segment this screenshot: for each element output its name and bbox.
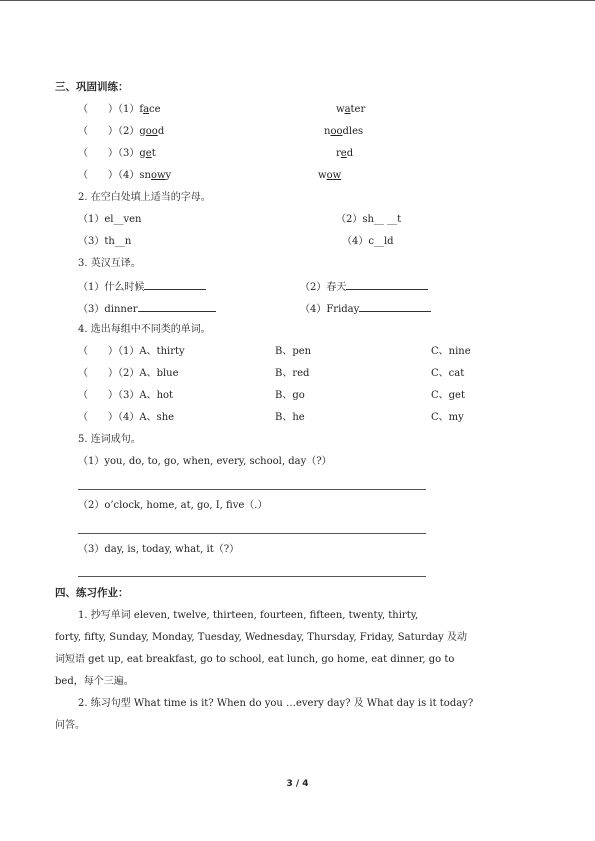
phonics-compare-word: water — [336, 104, 366, 115]
fill-letter-item: （3）th__n — [78, 236, 132, 247]
answer-blank[interactable] — [346, 279, 428, 290]
translation-item: （1）什么时候 — [78, 279, 206, 294]
odd-one-out-option: C、nine — [431, 346, 471, 357]
odd-one-out-option: （ ）（3）A、hot — [78, 390, 174, 401]
homework-text: 1. 抄写单词 eleven, twelve, thirteen, fourteen, fifteen, twenty, thirty, — [78, 610, 419, 621]
phonics-row: （ ）（3）get — [78, 148, 156, 159]
odd-one-out-option: C、my — [431, 412, 464, 423]
page-number: 3 / 4 — [286, 779, 309, 789]
fill-letter-item: （2）sh__ __t — [336, 214, 402, 225]
translation-item: （2）春天 — [300, 279, 428, 294]
phonics-compare-word: noodles — [324, 126, 364, 137]
answer-line[interactable] — [78, 489, 426, 490]
odd-one-out-option: C、get — [431, 390, 465, 401]
section-4-heading: 四、练习作业： — [55, 587, 129, 599]
answer-blank[interactable] — [144, 279, 206, 290]
section-3-heading: 三、巩固训练： — [55, 81, 129, 93]
answer-blank[interactable] — [359, 301, 431, 312]
phonics-row: （ ）（2）good — [78, 126, 165, 137]
odd-one-out-option: B、go — [275, 390, 305, 401]
question-2-title: 2. 在空白处填上适当的字母。 — [78, 192, 211, 203]
answer-blank[interactable] — [138, 301, 216, 312]
fill-letter-item: （4）c__ld — [342, 236, 394, 247]
sentence-item: （1）you, do, to, go, when, every, school, day（?） — [78, 456, 332, 467]
homework-text: bed，每个三遍。 — [55, 676, 134, 687]
fill-letter-item: （1）el__ven — [78, 214, 142, 225]
odd-one-out-option: （ ）（2）A、blue — [78, 368, 179, 379]
phonics-compare-word: wow — [318, 170, 342, 181]
translation-item: （4）Friday — [300, 301, 431, 316]
odd-one-out-option: （ ）（4）A、she — [78, 412, 175, 423]
homework-text: 词短语 get up, eat breakfast, go to school, eat lunch, go home, eat dinner, go to — [55, 654, 455, 665]
translation-item: （3）dinner — [78, 301, 216, 316]
homework-text: forty, fifty, Sunday, Monday, Tuesday, Wednesday, Thursday, Friday, Saturday 及动 — [55, 632, 468, 643]
odd-one-out-option: C、cat — [431, 368, 465, 379]
phonics-row: （ ）（1）face — [78, 104, 161, 115]
question-4-title: 4. 选出每组中不同类的单词。 — [78, 324, 211, 335]
homework-text: 2. 练习句型 What time is it? When do you …every day? 及 What day is it today? — [78, 698, 474, 709]
odd-one-out-option: B、red — [275, 368, 310, 379]
odd-one-out-option: B、he — [275, 412, 305, 423]
sentence-item: （3）day, is, today, what, it（?） — [78, 544, 240, 555]
question-5-title: 5. 连词成句。 — [78, 434, 141, 445]
question-3-title: 3. 英汉互译。 — [78, 258, 141, 269]
homework-text: 问答。 — [55, 720, 85, 731]
odd-one-out-option: （ ）（1）A、thirty — [78, 346, 185, 357]
phonics-row: （ ）（4）snowy — [78, 170, 172, 181]
odd-one-out-option: B、pen — [275, 346, 312, 357]
top-border — [0, 0, 595, 1]
phonics-compare-word: red — [336, 148, 354, 159]
answer-line[interactable] — [78, 533, 426, 534]
sentence-item: （2）o’clock, home, at, go, I, five（.） — [78, 500, 268, 511]
answer-line[interactable] — [78, 576, 426, 577]
